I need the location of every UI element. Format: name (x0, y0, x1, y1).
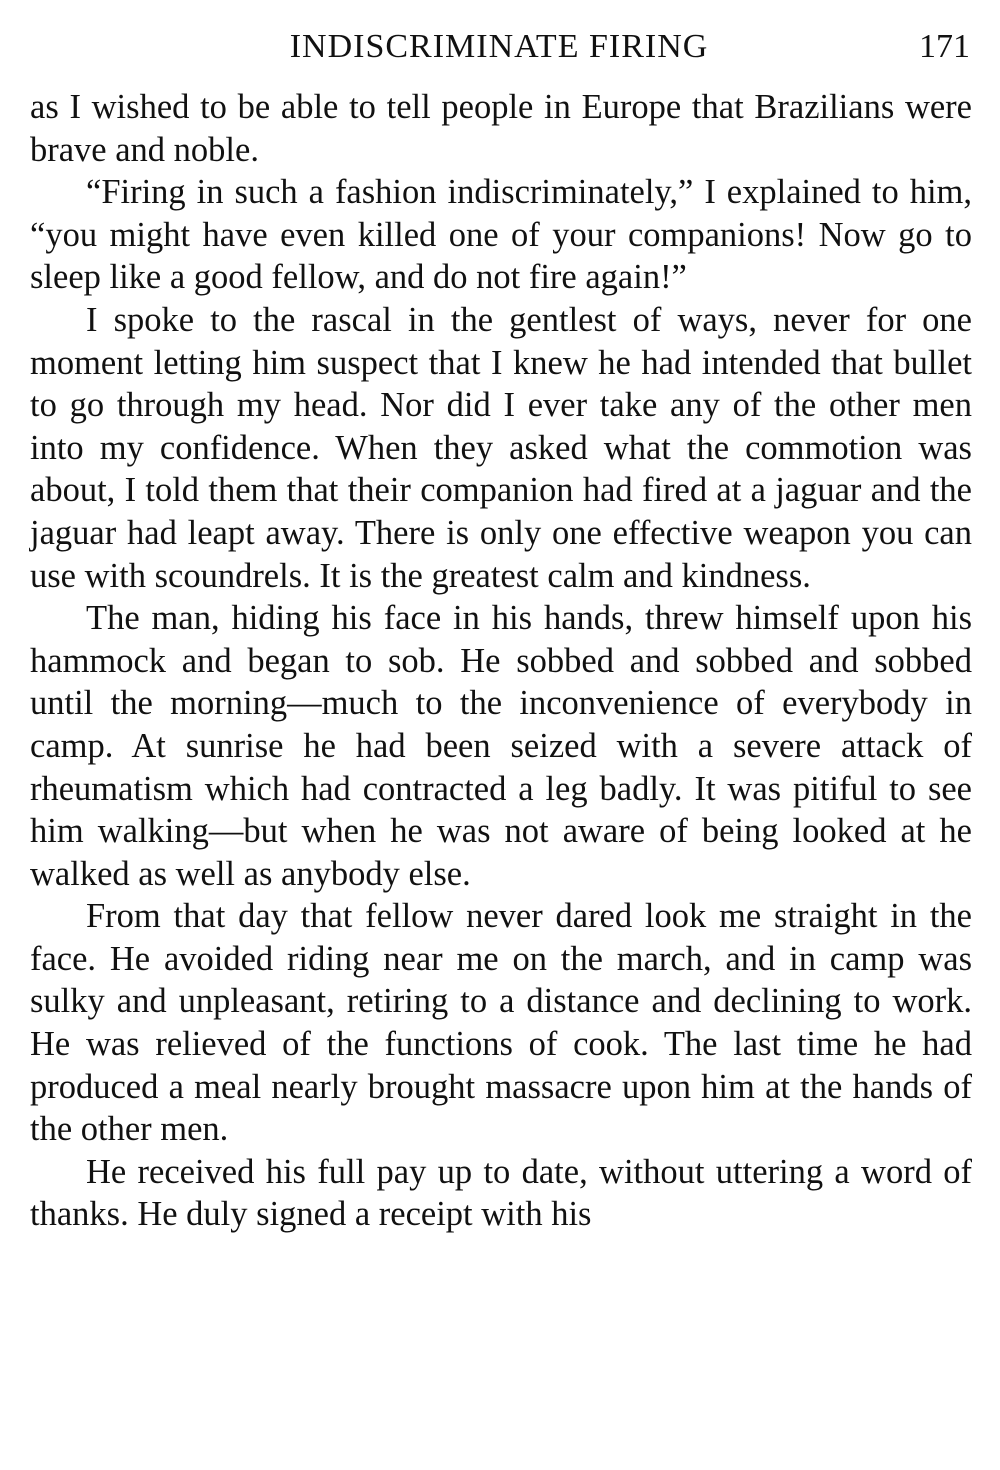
paragraph-from-that-day: From that day that fellow never dared look me straight in the face. He avoided riding near me on the march, and in camp was sulky and unpleasant, retiring to a distance and declining to work. He was relieved of the functions of cook. The last time he had produced a meal nearly brought massacre upon him at the hands of the other men. (30, 897, 972, 1149)
page-number: 171 (919, 28, 970, 65)
body-text (30, 86, 972, 1236)
running-title: INDISCRIMINATE FIRING (289, 28, 709, 65)
paragraph-full-pay: He received his full pay up to date, without uttering a word of thanks. He duly signed a receipt with his (30, 1152, 972, 1234)
paragraph-man-sobbed: The man, hiding his face in his hands, threw himself upon his hammock and began to sob. He sobbed and sobbed and sobbed until the morning—much to the inconvenience of everybody in camp. At sunrise he had been seized with a severe attack of rheumatism which had contracted a leg badly. It was pitiful to see him walking—but when he was not aware of being looked at he walked as well as anybody else. (30, 599, 972, 893)
running-head (28, 22, 970, 72)
paragraph-continuation: as I wished to be able to tell people in Europe that Brazilians were brave and noble. (30, 88, 972, 169)
paragraph-spoke-to-rascal: I spoke to the rascal in the gentlest of ways, never for one moment letting him suspect that I knew he had intended that bullet to go through my head. Nor did I ever take any of the other men into my confidence. When they asked what the commotion was about, I told them that their companion had fired at a jaguar and the jaguar had leapt away. There is only one effective weapon you can use with scoundrels. It is the greatest calm and kindness. (30, 300, 972, 595)
paragraph-dialogue: “Firing in such a fashion indiscriminately,” I explained to him, “you might have even killed one of your companions! Now go to sleep like a good fellow, and do not fire again!” (30, 173, 972, 297)
